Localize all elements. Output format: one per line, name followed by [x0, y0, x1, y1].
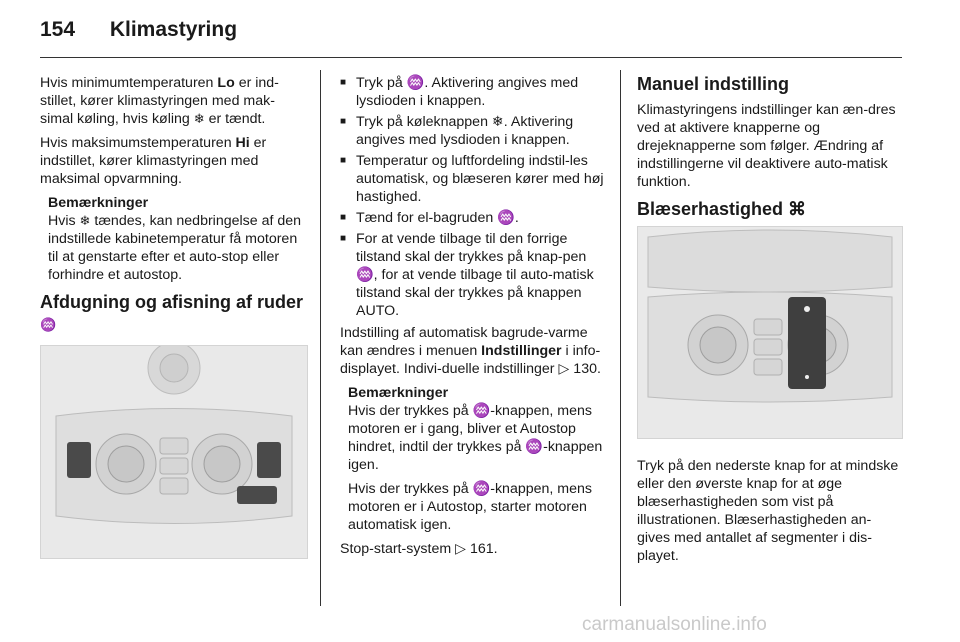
watermark: carmanualsonline.info [582, 614, 767, 635]
column-middle [340, 74, 608, 564]
list-item: ■ Tryk på ♒. Aktivering angives med lysdioden i knappen. [340, 74, 608, 110]
paragraph-manual: Klimastyringens indstillinger kan æn-dres ved at aktivere knapperne og drejeknapperne som følger. Ændring af indstillingerne vil deaktivere auto-matisk funktion. [637, 102, 896, 190]
note-title: Bemærkninger [48, 195, 149, 211]
page-number: 154 [40, 18, 76, 41]
note-text: Hvis der trykkes på ♒-knappen, mens motoren er i gang, bliver et Autostop hindret, indtil der trykkes på ♒-knappen igen. [348, 403, 603, 473]
page-title: Klimastyring [109, 18, 238, 41]
bullet-list [340, 74, 608, 320]
cross-reference: Stop-start-system ▷ 161. [340, 541, 498, 557]
paragraph-min-temp: Hvis minimumtemperaturen Lo er ind-stillet, kører klimastyringen med mak-simal køling, hvis køling ❄ er tændt. [40, 75, 279, 127]
note-text: Hvis der trykkes på ♒-knappen, mens motoren er i Autostop, starter motoren automatisk igen. [348, 481, 592, 533]
column-divider [620, 70, 621, 606]
list-item: ■ Tryk på køleknappen ❄. Aktivering angives med lysdioden i knappen. [340, 113, 608, 149]
header-rule [40, 57, 902, 58]
section-heading-fan-speed: Blæserhastighed ⌘ [637, 199, 807, 219]
note-box [348, 384, 608, 534]
paragraph-fan-speed: Tryk på den nederste knap for at mindske eller den øverste knap for at øge blæserhastigheden som vist på illustrationen. Blæserhastigheden an-gives med antallet af segmenter i dis-playet. [637, 458, 899, 564]
defrost-icon: ♒ [40, 317, 57, 332]
fan-speed-illustration [637, 226, 903, 439]
climate-panel-illustration [40, 345, 308, 559]
note-title: Bemærkninger [348, 385, 449, 401]
column-left [40, 74, 306, 559]
column-right [637, 74, 902, 571]
snowflake-icon: ❄ [79, 213, 91, 228]
section-heading-manual: Manuel indstilling [637, 74, 789, 94]
snowflake-icon: ❄ [193, 111, 205, 126]
list-item: ■ For at vende tilbage til den forrige tilstand skal der trykkes på knap-pen ♒, for at vende tilbage til auto-matisk tilstand skal der trykkes på knappen AUTO. [340, 230, 608, 320]
paragraph-rear-window-setting: Indstilling af automatisk bagrude-varme kan ændres i menuen Indstillinger i info-displayet. Indivi-duelle indstillinger ▷ 130. [340, 325, 601, 377]
column-divider [320, 70, 321, 606]
page-header [40, 18, 237, 42]
note-text: Hvis ❄ tændes, kan nedbringelse af den indstillede kabinetemperatur få motoren til at genstarte efter et auto-stop eller forhindre et autostop. [48, 213, 302, 283]
section-heading-defrost: Afdugning og afisning af ruder ♒ [40, 292, 303, 332]
note-box [48, 194, 306, 284]
list-item: ■ Tænd for el-bagruden ♒. [340, 209, 608, 227]
paragraph-max-temp: Hvis maksimumstemperaturen Hi er indstillet, kører klimastyringen med maksimal opvarmning. [40, 135, 267, 187]
list-item: ■ Temperatur og luftfordeling indstil-les automatisk, og blæseren kører med høj hastighed. [340, 152, 608, 206]
